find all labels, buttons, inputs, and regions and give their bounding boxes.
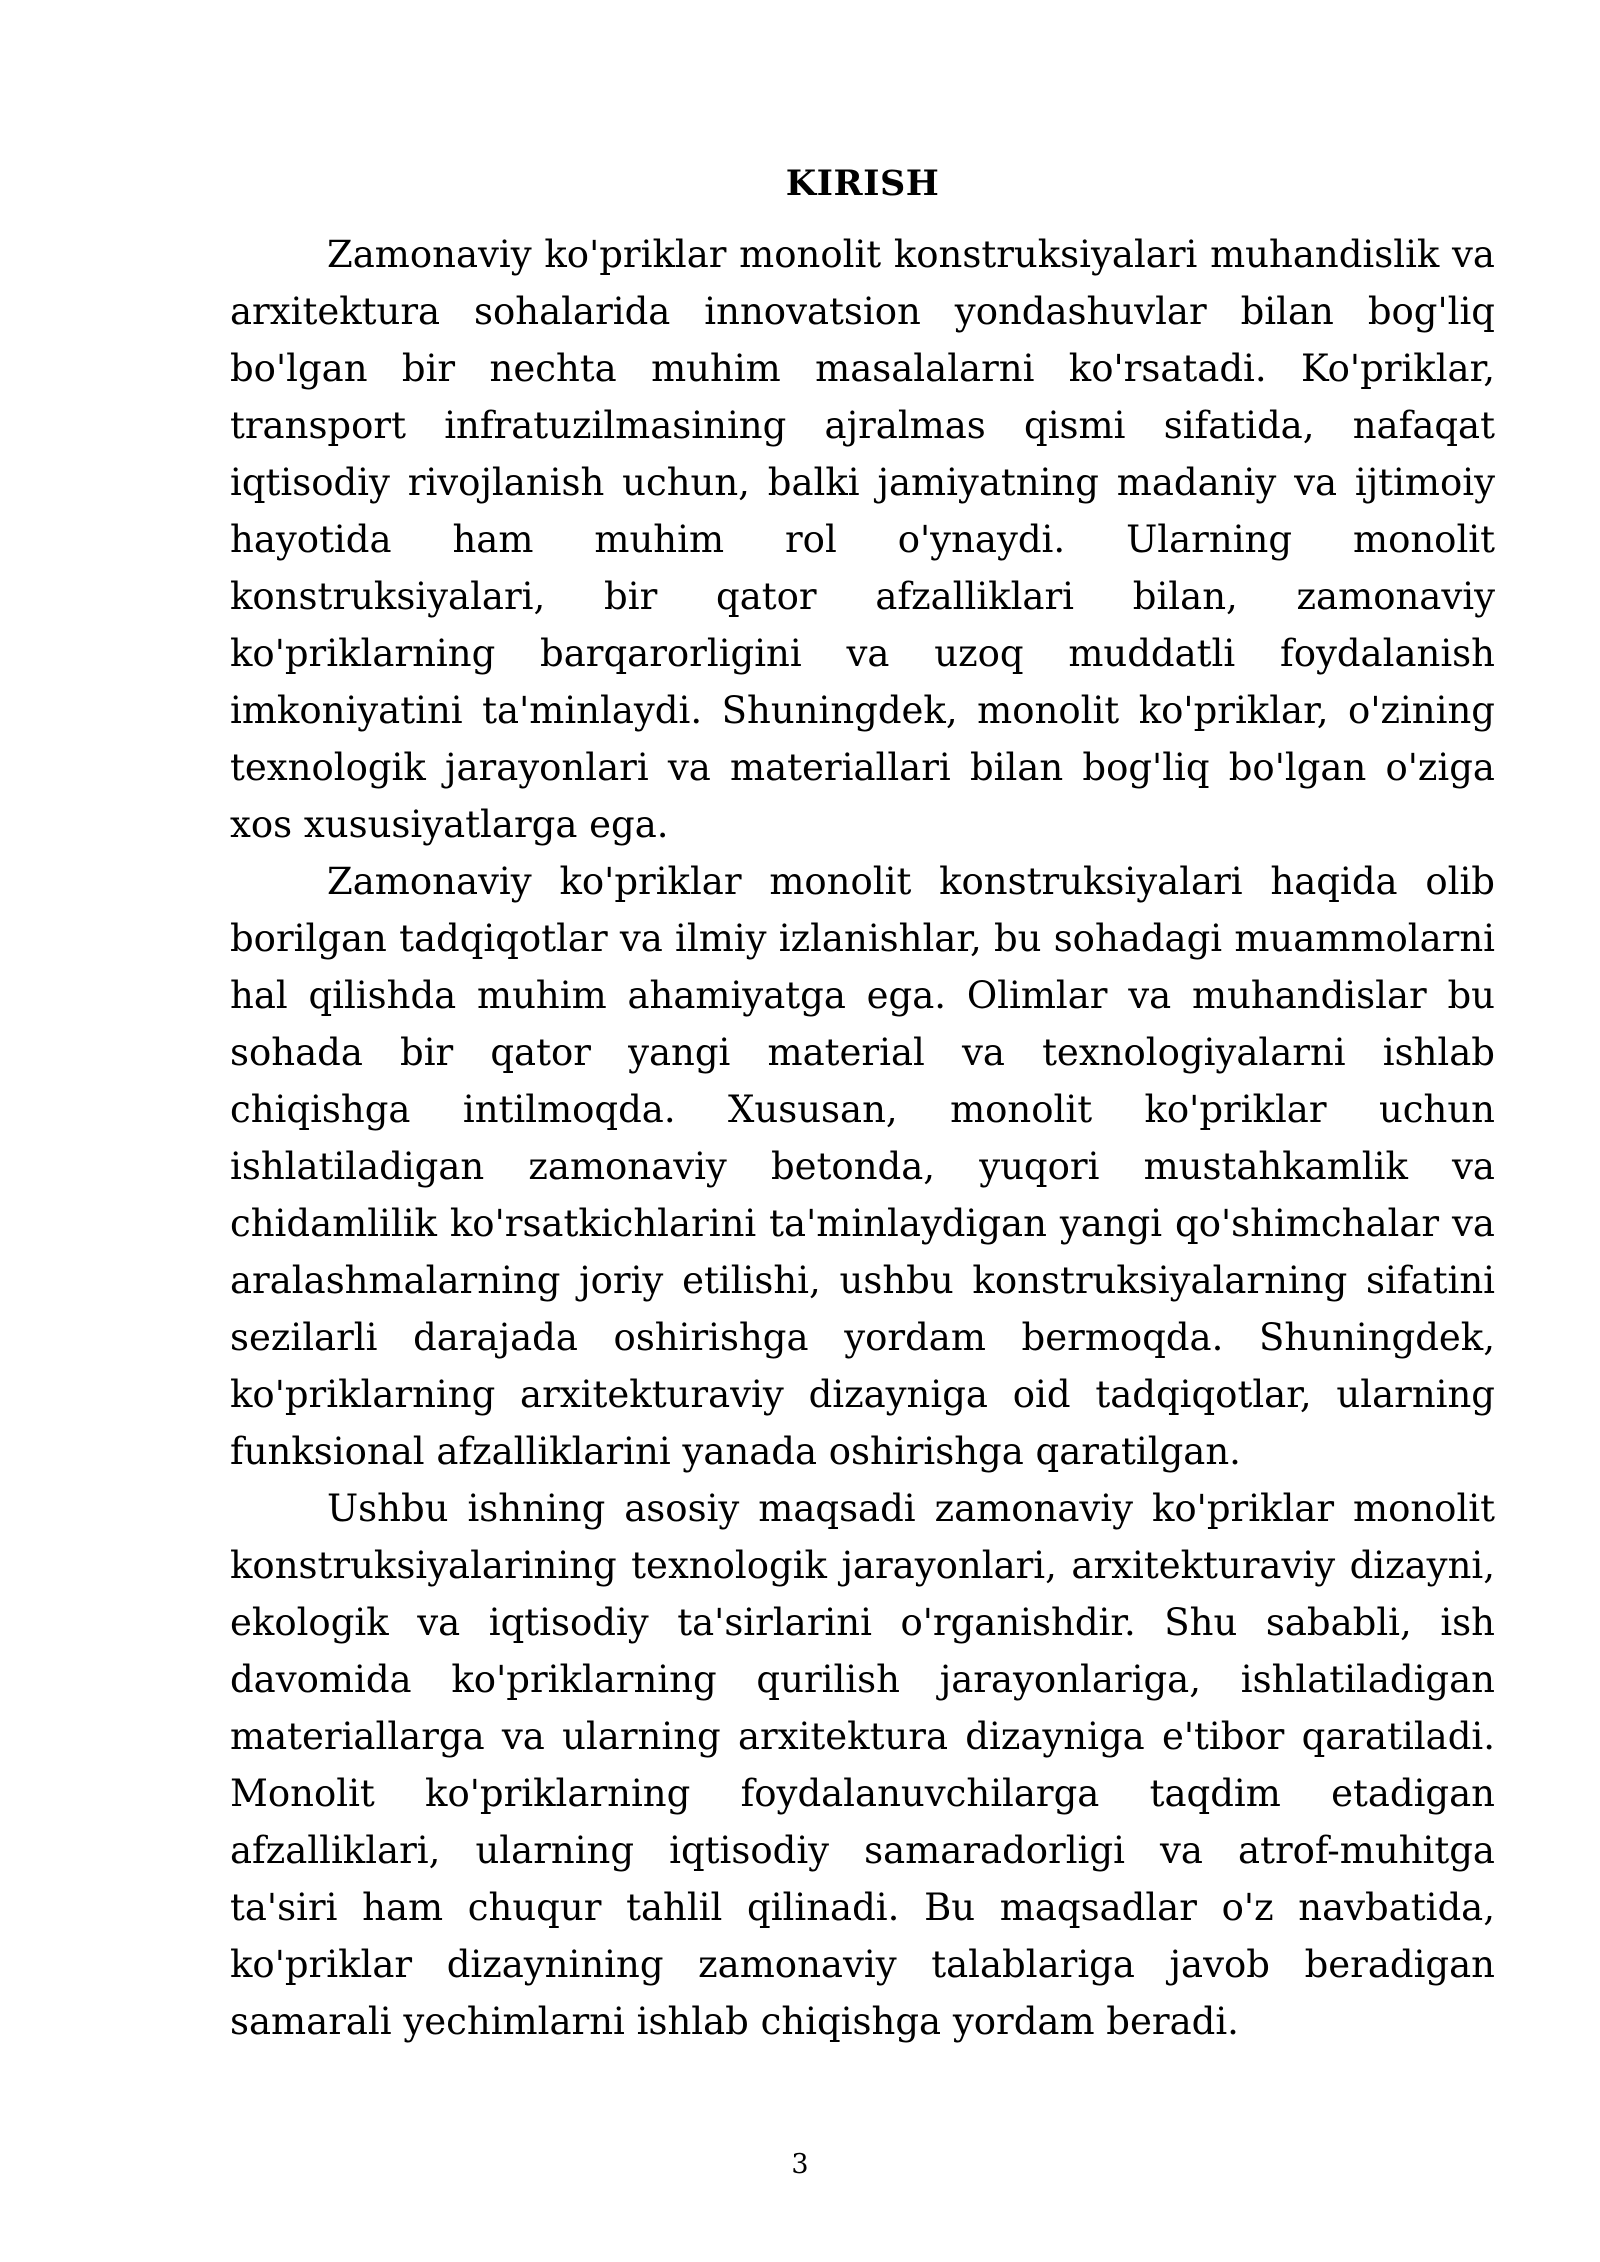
body-paragraph-2: Zamonaviy ko'priklar monolit konstruksiyalari haqida olib borilgan tadqiqotlar va ilmiy izlanishlar, bu sohadagi muammolarni hal qilishda muhim ahamiyatga ega. Olimlar va muhandislar bu sohada bir qator yangi material va texnologiyalarni ishlab chiqishga intilmoqda. Xususan, monolit ko'priklar uchun ishlatiladigan zamonaviy betonda, yuqori mustahkamlik va chidamlilik ko'rsatkichlarini ta'minlaydigan yangi qo'shimchalar va aralashmalarning joriy etilishi, ushbu konstruksiyalarning sifatini sezilarli darajada oshirishga yordam bermoqda. Shuningdek, ko'priklarning arxitekturaviy dizayniga oid tadqiqotlar, ularning funksional afzalliklarini yanada oshirishga qaratilgan. — [230, 860, 1495, 1473]
body-paragraph-1: Zamonaviy ko'priklar monolit konstruksiyalari muhandislik va arxitektura sohalarida innovatsion yondashuvlar bilan bog'liq bo'lgan bir nechta muhim masalalarni ko'rsatadi. Ko'priklar, transport infratuzilmasining ajralmas qismi sifatida, nafaqat iqtisodiy rivojlanish uchun, balki jamiyatning madaniy va ijtimoiy hayotida ham muhim rol o'ynaydi. Ularning monolit konstruksiyalari, bir qator afzalliklari bilan, zamonaviy ko'priklarning barqarorligini va uzoq muddatli foydalanish imkoniyatini ta'minlaydi. Shuningdek, monolit ko'priklar, o'zining texnologik jarayonlari va materiallari bilan bog'liq bo'lgan o'ziga xos xususiyatlarga ega. — [230, 233, 1495, 846]
body-paragraph-3: Ushbu ishning asosiy maqsadi zamonaviy ko'priklar monolit konstruksiyalarining texnologik jarayonlari, arxitekturaviy dizayni, ekologik va iqtisodiy ta'sirlarini o'rganishdir. Shu sababli, ish davomida ko'priklarning qurilish jarayonlariga, ishlatiladigan materiallarga va ularning arxitektura dizayniga e'tibor qaratiladi. Monolit ko'priklarning foydalanuvchilarga taqdim etadigan afzalliklari, ularning iqtisodiy samaradorligi va atrof-muhitga ta'siri ham chuqur tahlil qilinadi. Bu maqsadlar o'z navbatida, ko'priklar dizaynining zamonaviy talablariga javob beradigan samarali yechimlarni ishlab chiqishga yordam beradi. — [230, 1487, 1495, 2043]
page-number: 3 — [791, 2149, 809, 2180]
section-heading: KIRISH — [785, 163, 940, 204]
document-body — [230, 160, 1495, 2050]
